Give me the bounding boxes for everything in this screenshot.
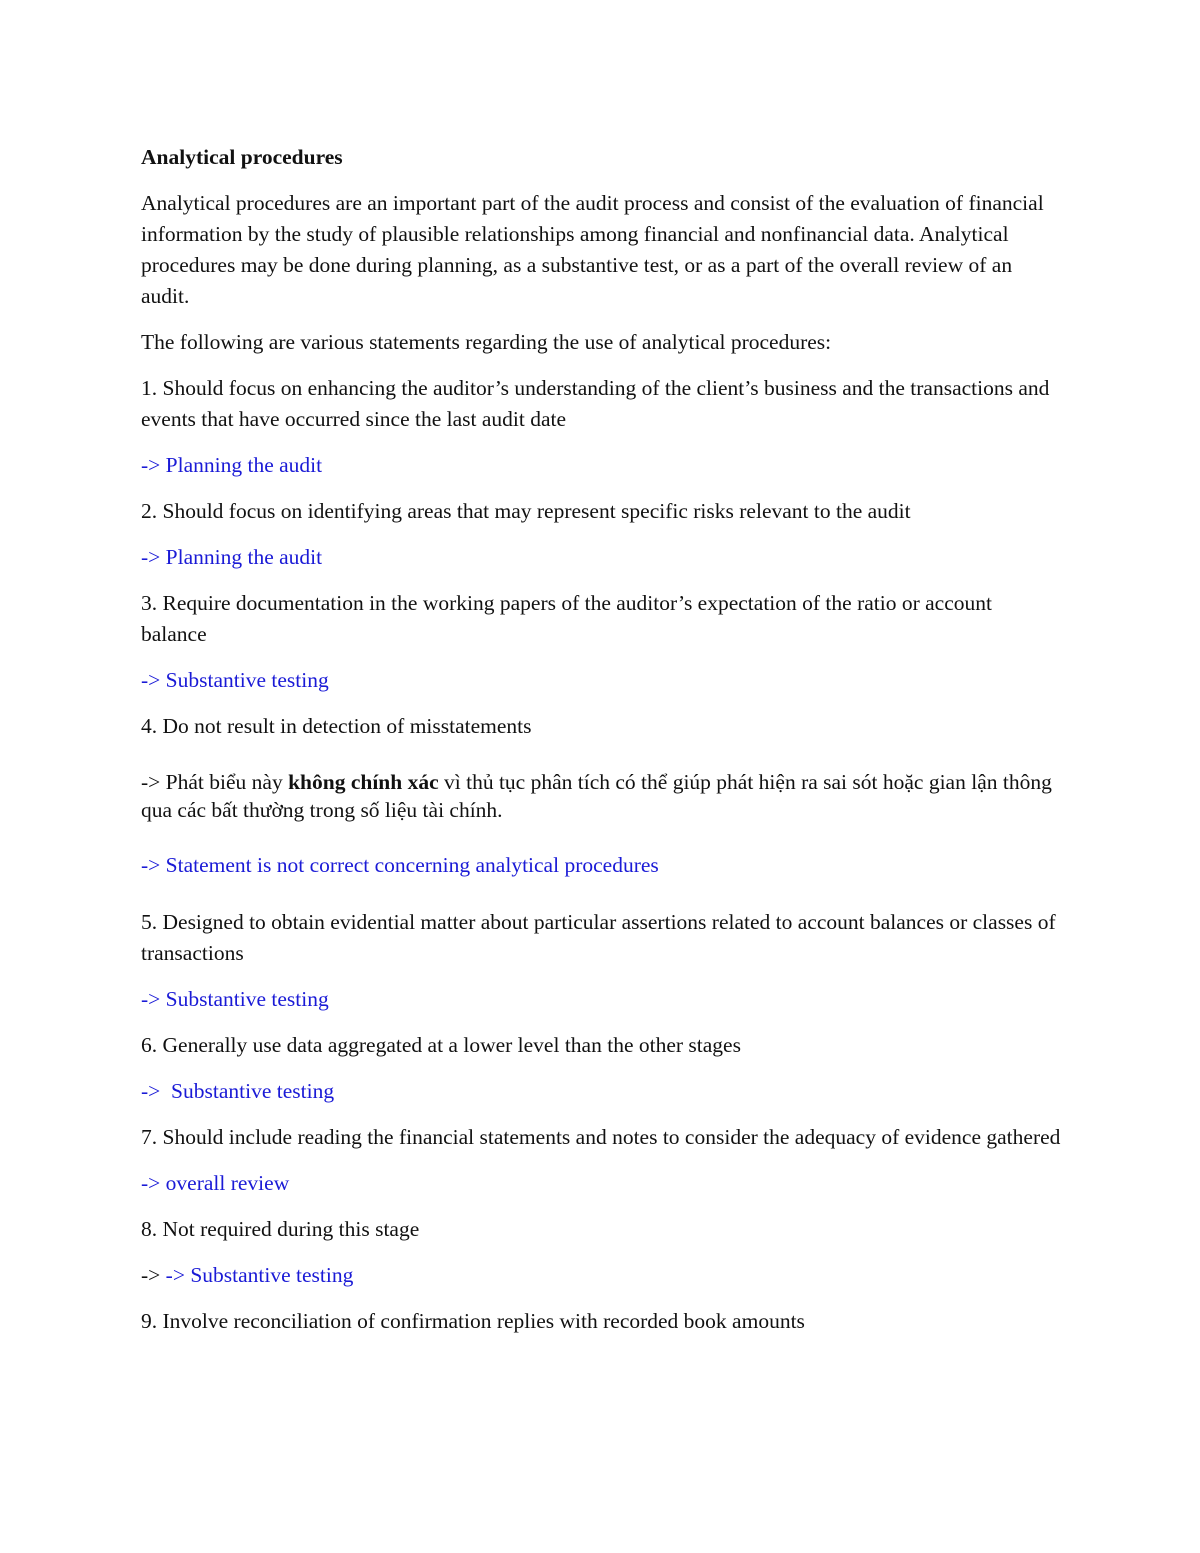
answer-2: -> Planning the audit [141,545,323,569]
statement-4: 4. Do not result in detection of misstatements [141,714,532,738]
statement-8: 8. Not required during this stage [141,1217,420,1241]
note-4 [141,768,1061,824]
answer-6: -> Substantive testing [141,1079,335,1103]
statement-3: 3. Require documentation in the working papers of the auditor’s expectation of the ratio or account balance [141,591,992,646]
document-title: Analytical procedures [141,145,343,169]
answer-3: -> Substantive testing [141,668,329,692]
statement-9: 9. Involve reconciliation of confirmation replies with recorded book amounts [141,1309,805,1333]
note-4-prefix: -> Phát biểu này [141,770,289,794]
statement-7: 7. Should include reading the financial statements and notes to consider the adequacy of evidence gathered [141,1125,1061,1149]
note-4-bold: không chính xác [288,770,439,794]
statement-1: 1. Should focus on enhancing the auditor’s understanding of the client’s business and the transactions and events that have occurred since the last audit date [141,376,1050,431]
statement-5: 5. Designed to obtain evidential matter about particular assertions related to account balances or classes of transactions [141,910,1056,965]
note-4-suffix: vì thủ tục phân tích có thể giúp phát hiện ra sai sót hoặc gian lận thông qua các bất thường trong số liệu tài chính. [141,770,1052,822]
answer-7: -> overall review [141,1171,290,1195]
answer-1: -> Planning the audit [141,453,323,477]
lead-paragraph: The following are various statements regarding the use of analytical procedures: [141,330,832,354]
statement-6: 6. Generally use data aggregated at a lower level than the other stages [141,1033,741,1057]
answer-4: -> Statement is not correct concerning analytical procedures [141,853,659,877]
answer-8-line [141,1260,1061,1291]
answer-5: -> Substantive testing [141,987,329,1011]
answer-8: -> Substantive testing [165,1263,354,1287]
document-page [141,142,1061,1352]
statement-2: 2. Should focus on identifying areas that may represent specific risks relevant to the audit [141,499,911,523]
answer-8-prefix: -> [141,1263,166,1287]
intro-paragraph: Analytical procedures are an important part of the audit process and consist of the evaluation of financial information by the study of plausible relationships among financial and nonfinancial data. Analytical procedures may be done during planning, as a substantive test, or as a part of the overall review of an audit. [141,191,1044,308]
